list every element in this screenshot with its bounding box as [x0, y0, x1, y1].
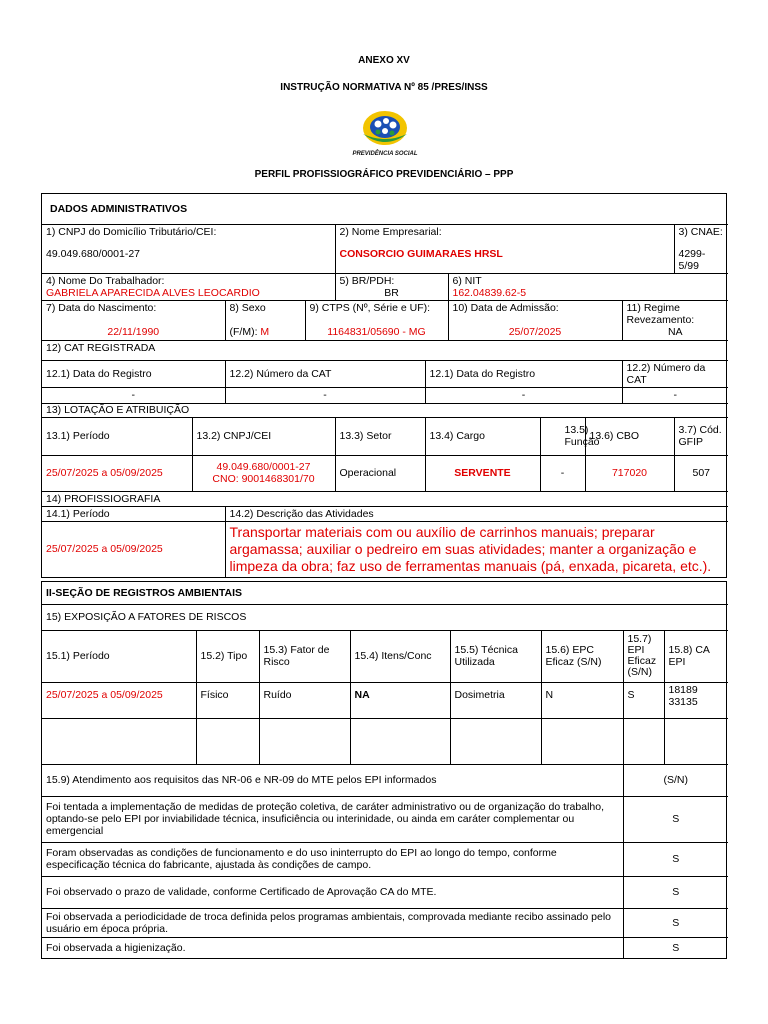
profissiografia-title: 14) PROFISSIOGRAFIA	[42, 491, 728, 506]
lotacao-header: 13.3) Setor	[335, 417, 425, 455]
lotacao-cnpj: 49.049.680/0001-27	[216, 461, 311, 473]
exposicao-itens: NA	[350, 682, 450, 718]
instrucao-title: INSTRUÇÃO NORMATIVA Nº 85 /PRES/INSS	[280, 82, 488, 93]
exposicao-header: 15.4) Itens/Conc	[350, 630, 450, 682]
requisitos-header-label: 15.9) Atendimento aos requisitos das NR-06 e NR-09 do MTE pelos EPI informados	[42, 764, 623, 796]
ctps-label: 9) CTPS (Nº, Série e UF):	[309, 301, 431, 314]
lotacao-funcao: -	[540, 455, 585, 491]
empty-cell	[196, 718, 259, 764]
sexo-label: 8) Sexo	[229, 301, 266, 314]
requisito-text: Foi observada a higienização.	[42, 937, 623, 958]
requisito-text: Foi tentada a implementação de medidas de proteção coletiva, de caráter administrativo ou de organização do trabalho, optando-se pelo EPI por inviabilidade técnica, insuficiência ou interinidade, ou ainda em caráter complementar ou emergencial	[42, 796, 623, 842]
exposicao-epi: S	[623, 682, 664, 718]
lotacao-cnpj-cell	[192, 455, 335, 491]
ppp-title: PERFIL PROFISSIOGRÁFICO PREVIDENCIÁRIO – PPP	[254, 169, 514, 180]
regime-value: NA	[667, 325, 683, 338]
br-pdh-label: 5) BR/PDH:	[339, 274, 395, 287]
regime-label: 11) Regime Revezamento:	[626, 301, 695, 326]
cat-value: -	[42, 387, 225, 403]
empty-cell	[623, 718, 664, 764]
cnpj-value: 49.049.680/0001-27	[46, 247, 141, 260]
nome-empresarial-cell	[335, 224, 674, 273]
profissiografia-descricao-label: 14.2) Descrição das Atividades	[225, 506, 728, 521]
exposicao-header: 15.8) CA EPI	[664, 630, 728, 682]
cat-header: 12.2) Número da CAT	[225, 360, 425, 387]
exposicao-title: 15) EXPOSIÇÃO A FATORES DE RISCOS	[42, 604, 728, 630]
lotacao-header: 13.6) CBO	[585, 417, 674, 455]
trabalhador-value: GABRIELA APARECIDA ALVES LEOCARDIO	[46, 286, 260, 299]
logo-caption: PREVIDÊNCIA SOCIAL	[352, 151, 418, 157]
ctps-cell	[305, 300, 448, 340]
cnae-value: 4299-5/99	[678, 247, 706, 272]
exposicao-ca-cell	[664, 682, 728, 718]
lotacao-periodo: 25/07/2025 a 05/09/2025	[42, 455, 192, 491]
exposicao-header: 15.1) Período	[42, 630, 196, 682]
exposicao-tecnica: Dosimetria	[450, 682, 541, 718]
requisitos-header-value: (S/N)	[623, 764, 728, 796]
admissao-label: 10) Data de Admissão:	[452, 301, 559, 314]
lotacao-cargo: SERVENTE	[425, 455, 540, 491]
profissiografia-periodo: 25/07/2025 a 05/09/2025	[42, 521, 225, 577]
nascimento-cell	[42, 300, 225, 340]
dados-administrativos-section	[41, 193, 727, 578]
trabalhador-cell	[42, 273, 335, 300]
requisito-value: S	[623, 937, 728, 958]
cat-header: 12.2) Número da CAT	[622, 360, 728, 387]
lotacao-header: 3.7) Cód. GFIP	[674, 417, 728, 455]
requisito-text: Foi observada a periodicidade de troca definida pelos programas ambientais, comprovada mediante recibo assinado pelo usuário em época própria.	[42, 908, 623, 937]
sexo-cell	[225, 300, 305, 340]
nascimento-value: 22/11/1990	[107, 325, 160, 338]
exposicao-tipo: Físico	[196, 682, 259, 718]
requisito-text: Foram observadas as condições de funcionamento e do uso ininterrupto do EPI ao longo do tempo, conforme especificação técnica do fabricante, ajustada às condições de campo.	[42, 842, 623, 876]
br-pdh-cell	[335, 273, 448, 300]
exposicao-epc: N	[541, 682, 623, 718]
requisito-value: S	[623, 876, 728, 908]
requisito-value: S	[623, 842, 728, 876]
nit-cell	[448, 273, 728, 300]
empty-cell	[450, 718, 541, 764]
nit-label: 6) NIT	[452, 274, 482, 287]
lotacao-cbo: 717020	[585, 455, 674, 491]
br-pdh-value: BR	[384, 286, 399, 299]
cnpj-label: 1) CNPJ do Domicílio Tributário/CEI:	[46, 225, 217, 238]
trabalhador-label: 4) Nome Do Trabalhador:	[46, 274, 165, 287]
cnpj-cell	[42, 224, 335, 273]
requisito-text: Foi observado o prazo de validade, conforme Certificado de Aprovação CA do MTE.	[42, 876, 623, 908]
nome-empresarial-label: 2) Nome Empresarial:	[339, 225, 442, 238]
requisito-value: S	[623, 796, 728, 842]
sexo-value: M	[260, 325, 270, 338]
admissao-value: 25/07/2025	[508, 325, 562, 338]
lotacao-gfip: 507	[674, 455, 728, 491]
lotacao-header: 13.4) Cargo	[425, 417, 540, 455]
cat-value: -	[225, 387, 425, 403]
profissiografia-periodo-label: 14.1) Período	[42, 506, 225, 521]
exposicao-header: 15.2) Tipo	[196, 630, 259, 682]
lotacao-setor: Operacional	[335, 455, 425, 491]
lotacao-title: 13) LOTAÇÃO E ATRIBUIÇÃO	[42, 403, 728, 417]
empty-cell	[350, 718, 450, 764]
lotacao-header: 13.2) CNPJ/CEI	[192, 417, 335, 455]
exposicao-header: 15.7) EPI Eficaz (S/N)	[623, 630, 664, 682]
exposicao-periodo: 25/07/2025 a 05/09/2025	[42, 682, 196, 718]
empty-cell	[42, 718, 196, 764]
cat-header: 12.1) Data do Registro	[425, 360, 622, 387]
empty-cell	[259, 718, 350, 764]
ctps-value: 1164831/05690 - MG	[327, 325, 426, 338]
exposicao-ca: 18189	[668, 683, 698, 696]
cnae-label: 3) CNAE:	[678, 225, 723, 238]
admissao-cell	[448, 300, 622, 340]
registros-ambientais-title: II-SEÇÃO DE REGISTROS AMBIENTAIS	[42, 582, 728, 604]
lotacao-header: 13.1) Período	[42, 417, 192, 455]
regime-cell	[622, 300, 728, 340]
cat-value: -	[425, 387, 622, 403]
exposicao-header: 15.5) Técnica Utilizada	[450, 630, 541, 682]
nascimento-label: 7) Data do Nascimento:	[46, 301, 157, 314]
profissiografia-descricao: Transportar materiais com ou auxílio de carrinhos manuais; preparar argamassa; auxiliar o pedreiro em suas atividades; manter a organização e limpeza da obra; faz uso de ferramentas manuais (pá, enxada, picareta, etc.).	[225, 521, 728, 577]
cnae-cell	[674, 224, 728, 273]
requisito-value: S	[623, 908, 728, 937]
exposicao-fator: Ruído	[259, 682, 350, 718]
cat-title: 12) CAT REGISTRADA	[42, 340, 728, 360]
lotacao-cno: CNO: 9001468301/70	[212, 473, 315, 485]
exposicao-ca: 33135	[668, 695, 698, 708]
nit-value: 162.04839.62-5	[452, 286, 527, 299]
dados-administrativos-title: DADOS ADMINISTRATIVOS	[42, 194, 728, 224]
cat-header: 12.1) Data do Registro	[42, 360, 225, 387]
sexo-prefix: (F/M):	[229, 325, 258, 338]
exposicao-header: 15.6) EPC Eficaz (S/N)	[541, 630, 623, 682]
empty-cell	[541, 718, 623, 764]
exposicao-header: 15.3) Fator de Risco	[259, 630, 350, 682]
nome-empresarial-value: CONSORCIO GUIMARAES HRSL	[339, 247, 503, 260]
anexo-title: ANEXO XV	[358, 55, 410, 66]
registros-ambientais-section	[41, 581, 727, 959]
empty-cell	[664, 718, 728, 764]
lotacao-header: 13.5) Função	[540, 417, 585, 455]
cat-value: -	[622, 387, 728, 403]
